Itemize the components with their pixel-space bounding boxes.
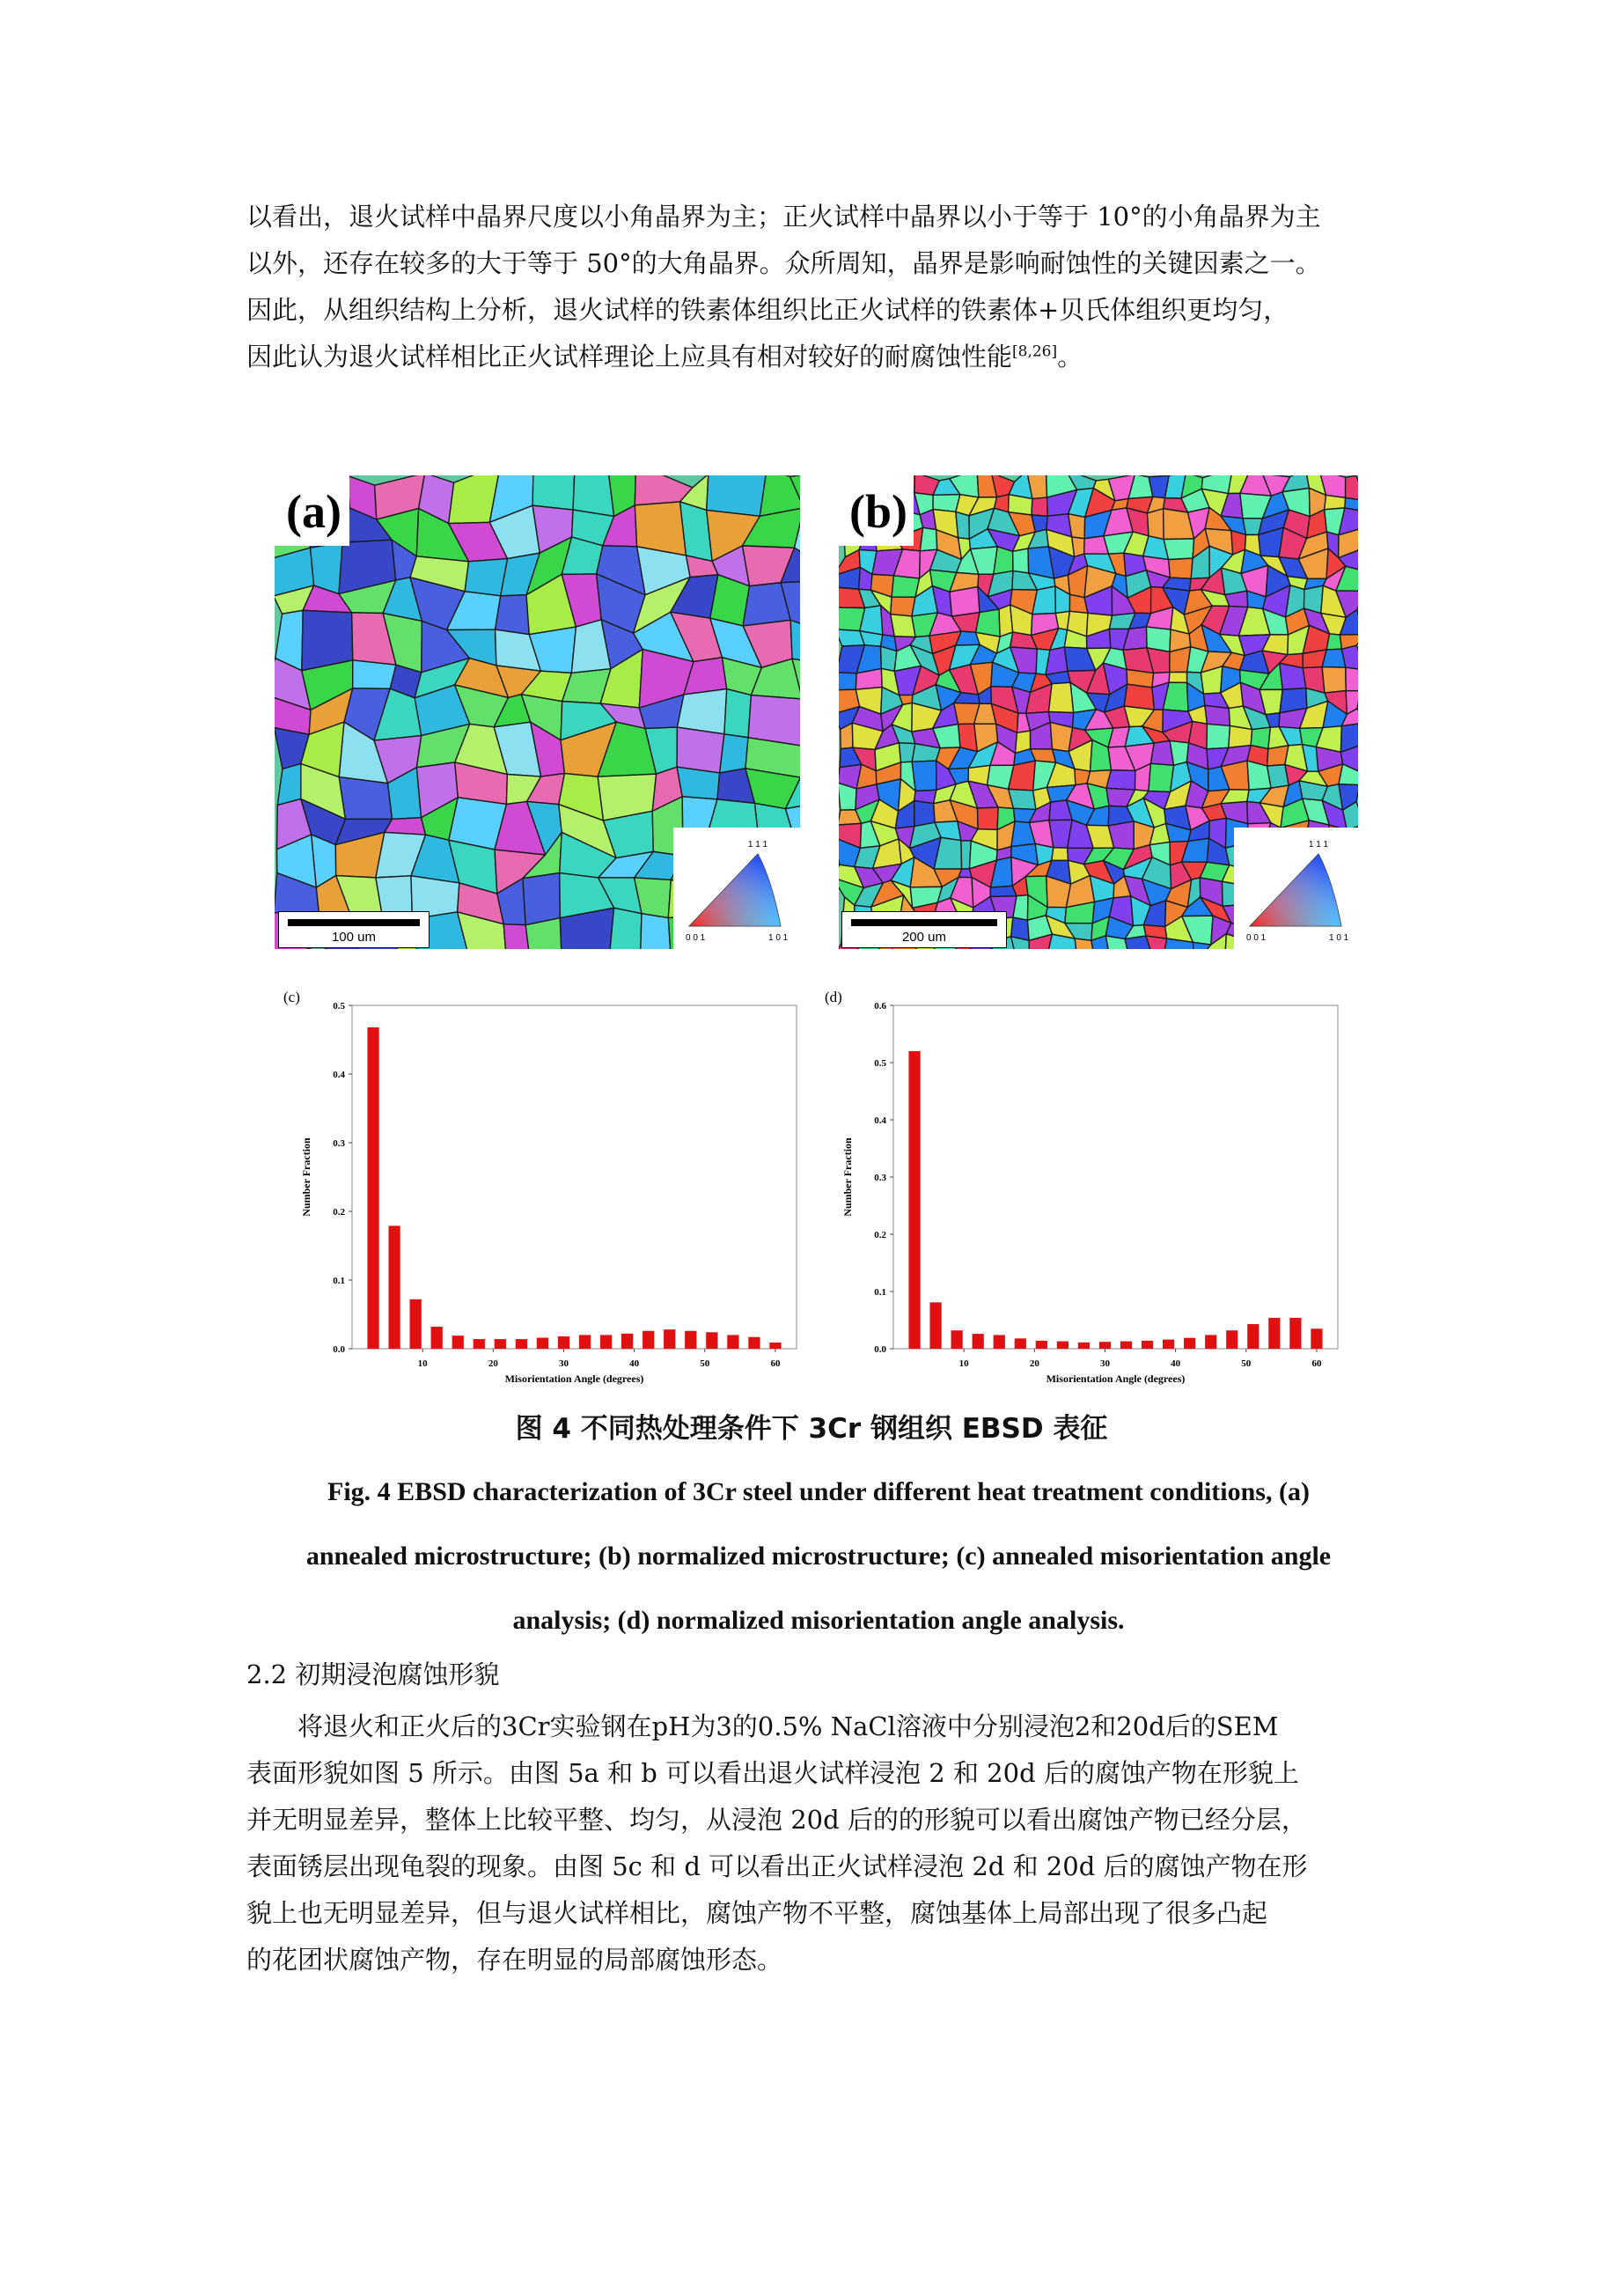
- bar: [727, 1335, 738, 1349]
- ipf-key-a: [673, 828, 800, 949]
- ipf-label: 1 0 1: [768, 933, 789, 943]
- x-tick-label: 20: [1029, 1358, 1039, 1369]
- bar: [1205, 1335, 1216, 1349]
- x-axis-label: Misorientation Angle (degrees): [504, 1372, 644, 1385]
- bar: [769, 1343, 781, 1349]
- bar: [1057, 1342, 1069, 1349]
- x-tick-label: 40: [629, 1358, 640, 1369]
- ipf-triangle-icon: [1234, 828, 1358, 949]
- y-tick-label: 0.0: [874, 1344, 886, 1355]
- scale-bar-line: [851, 919, 997, 926]
- bar: [388, 1225, 400, 1349]
- y-tick-label: 0.2: [333, 1207, 345, 1218]
- bar: [1289, 1318, 1301, 1349]
- text-line: 以看出，退火试样中晶界尺度以小角晶界为主；正火试样中晶界以小于等于 10°的小角晶界为主: [246, 202, 1321, 232]
- x-tick-label: 20: [488, 1358, 498, 1369]
- bar: [1247, 1324, 1259, 1349]
- x-tick-label: 60: [1311, 1358, 1322, 1369]
- bar: [951, 1330, 963, 1349]
- panel-label: (c): [283, 989, 300, 1005]
- scale-bar-text: 100 um: [331, 930, 377, 945]
- scale-bar-b: [841, 911, 1007, 948]
- bar: [1184, 1338, 1195, 1349]
- panel-label-b: (b): [849, 485, 907, 538]
- text-span: 。: [1057, 342, 1083, 372]
- ipf-label: 1 0 1: [1329, 933, 1349, 943]
- x-tick-label: 10: [958, 1358, 969, 1369]
- panel-label-a: (a): [286, 485, 341, 538]
- y-axis-label: Number Fraction: [841, 1137, 854, 1217]
- bar: [367, 1027, 378, 1349]
- scale-bar-text: 200 um: [901, 930, 947, 945]
- bar: [537, 1338, 548, 1349]
- bar: [474, 1339, 485, 1349]
- figure-caption-cn: 图 4 不同热处理条件下 3Cr 钢组织 EBSD 表征: [515, 1413, 1108, 1445]
- y-tick-label: 0.3: [874, 1173, 886, 1183]
- bar: [664, 1329, 675, 1349]
- bar: [643, 1331, 654, 1349]
- paragraph-top: [246, 194, 1391, 380]
- x-tick-label: 50: [1241, 1358, 1252, 1369]
- text-line-last: [246, 334, 1391, 380]
- text-line: 因此，从组织结构上分析，退火试样的铁素体组织比正火试样的铁素体+贝氏体组织更均匀，: [246, 295, 1289, 325]
- bar: [994, 1335, 1005, 1349]
- bar: [1311, 1328, 1322, 1349]
- y-tick-label: 0.2: [874, 1230, 886, 1240]
- caption-line: annealed microstructure; (b) normalized microstructure; (c) annealed misorientation angle: [305, 1542, 1332, 1571]
- y-tick-label: 0.1: [874, 1287, 886, 1298]
- bar: [495, 1339, 506, 1349]
- paragraph-bottom: [246, 1704, 1391, 1983]
- bar: [685, 1331, 696, 1349]
- ipf-label: 0 0 1: [686, 933, 706, 943]
- figure-caption-en: [246, 1460, 1391, 1652]
- bar: [621, 1334, 633, 1349]
- y-tick-label: 0.4: [874, 1115, 886, 1126]
- bar: [452, 1336, 464, 1349]
- caption-line: Fig. 4 EBSD characterization of 3Cr steel under different heat treatment conditions, (a): [327, 1477, 1310, 1506]
- text-line: 并无明显差异，整体上比较平整、均匀，从浸泡 20d 后的的形貌可以看出腐蚀产物已经分层，: [246, 1805, 1307, 1835]
- bar: [1163, 1340, 1174, 1349]
- ipf-label: 0 0 1: [1246, 933, 1267, 943]
- x-axis-label: Misorientation Angle (degrees): [1046, 1372, 1186, 1385]
- y-tick-label: 0.3: [333, 1138, 345, 1149]
- caption-line: analysis; (d) normalized misorientation angle analysis.: [512, 1606, 1125, 1635]
- y-tick-label: 0.6: [874, 1001, 886, 1012]
- text-line: 将退火和正火后的3Cr实验钢在pH为3的0.5% NaCl溶液中分别浸泡2和20d后的SEM: [297, 1711, 1279, 1741]
- plot-frame: [352, 1005, 797, 1349]
- bar: [1015, 1338, 1026, 1349]
- x-tick-label: 30: [1099, 1358, 1110, 1369]
- bar: [1226, 1330, 1237, 1349]
- bar: [1120, 1342, 1132, 1349]
- bar: [431, 1327, 443, 1349]
- bar: [410, 1299, 422, 1349]
- text-line: 表面形貌如图 5 所示。由图 5a 和 b 可以看出退火试样浸泡 2 和 20d 后的腐蚀产物在形貌上: [246, 1758, 1299, 1788]
- plot-frame: [893, 1005, 1338, 1349]
- scale-bar-a: [278, 911, 430, 948]
- bar: [1078, 1343, 1090, 1349]
- y-axis-label: Number Fraction: [300, 1137, 312, 1217]
- y-tick-label: 0.0: [333, 1344, 345, 1355]
- ipf-label: 1 1 1: [1308, 840, 1329, 850]
- text-line: 的花团状腐蚀产物，存在明显的局部腐蚀形态。: [246, 1945, 783, 1975]
- x-tick-label: 10: [417, 1358, 428, 1369]
- bar: [1099, 1342, 1111, 1349]
- bar: [1268, 1318, 1280, 1349]
- text-line: 貌上也无明显差异，但与退火试样相比，腐蚀产物不平整，腐蚀基体上局部出现了很多凸起: [246, 1898, 1268, 1928]
- chart-svg: [823, 986, 1369, 1391]
- y-tick-label: 0.4: [333, 1070, 345, 1080]
- bar: [600, 1335, 612, 1349]
- panel-label: (d): [825, 989, 842, 1005]
- y-tick-label: 0.5: [874, 1058, 886, 1069]
- text-span: 因此认为退火试样相比正火试样理论上应具有相对较好的耐腐蚀性能: [246, 342, 1013, 372]
- ipf-label: 1 1 1: [747, 840, 768, 850]
- y-tick-label: 0.1: [333, 1276, 345, 1286]
- bar: [558, 1336, 569, 1349]
- scale-bar-line: [288, 919, 420, 926]
- bar: [973, 1334, 984, 1349]
- chart-normalized-misorientation: [823, 986, 1369, 1391]
- bar: [748, 1337, 760, 1349]
- ipf-triangle-icon: [673, 828, 800, 949]
- chart-svg: [282, 986, 827, 1391]
- bar: [1036, 1341, 1047, 1349]
- x-tick-label: 60: [770, 1358, 781, 1369]
- x-tick-label: 30: [558, 1358, 569, 1369]
- text-line: 表面锈层出现龟裂的现象。由图 5c 和 d 可以看出正火试样浸泡 2d 和 20d 后的腐蚀产物在形: [246, 1851, 1308, 1881]
- y-tick-label: 0.5: [333, 1001, 345, 1012]
- ipf-key-b: [1234, 828, 1358, 949]
- bar: [1142, 1341, 1153, 1349]
- bar: [929, 1302, 941, 1349]
- section-heading: 2.2 初期浸泡腐蚀形貌: [246, 1659, 500, 1689]
- x-tick-label: 50: [700, 1358, 710, 1369]
- text-line: 以外，还存在较多的大于等于 50°的大角晶界。众所周知，晶界是影响耐蚀性的关键因素之一。: [246, 248, 1321, 278]
- bar: [908, 1051, 920, 1349]
- bar: [579, 1335, 591, 1349]
- citation: [8,26]: [1012, 342, 1058, 361]
- x-tick-label: 40: [1171, 1358, 1181, 1369]
- chart-annealed-misorientation: [282, 986, 827, 1391]
- bar: [706, 1332, 717, 1349]
- bar: [516, 1339, 527, 1349]
